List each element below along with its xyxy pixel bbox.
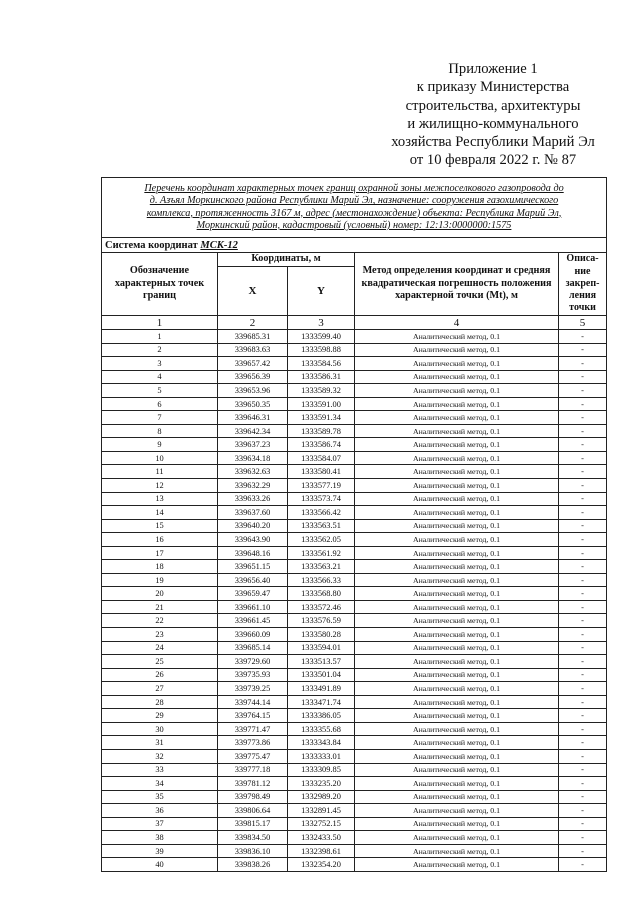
method-cell: Аналитический метод, 0.1 bbox=[355, 370, 559, 384]
description-cell: - bbox=[559, 709, 607, 723]
table-row bbox=[102, 438, 607, 452]
point-number-cell: 33 bbox=[102, 763, 218, 777]
point-number-cell: 7 bbox=[102, 411, 218, 425]
y-coordinate-cell: 1333566.42 bbox=[288, 506, 355, 520]
table-caption bbox=[102, 178, 607, 238]
x-coordinate-cell: 339739.25 bbox=[218, 682, 288, 696]
x-coordinate-cell: 339798.49 bbox=[218, 790, 288, 804]
table-row bbox=[102, 384, 607, 398]
y-coordinate-cell: 1333343.84 bbox=[288, 736, 355, 750]
coordinate-system-row bbox=[102, 238, 607, 253]
y-coordinate-cell: 1333594.01 bbox=[288, 641, 355, 655]
method-cell: Аналитический метод, 0.1 bbox=[355, 506, 559, 520]
table-row bbox=[102, 628, 607, 642]
x-coordinate-cell: 339685.14 bbox=[218, 641, 288, 655]
table-row bbox=[102, 736, 607, 750]
x-coordinate-cell: 339660.09 bbox=[218, 628, 288, 642]
table-row bbox=[102, 804, 607, 818]
caption-line: д. Азъял Моркинского района Республики Марий Эл, назначение: сооружения газохимического bbox=[149, 195, 559, 207]
method-cell: Аналитический метод, 0.1 bbox=[355, 736, 559, 750]
description-cell: - bbox=[559, 804, 607, 818]
table-row bbox=[102, 560, 607, 574]
header-point-name: Обозначение характерных точек границ bbox=[102, 253, 218, 316]
x-coordinate-cell: 339637.23 bbox=[218, 438, 288, 452]
x-coordinate-cell: 339657.42 bbox=[218, 357, 288, 371]
description-cell: - bbox=[559, 722, 607, 736]
table-row bbox=[102, 465, 607, 479]
y-coordinate-cell: 1333572.46 bbox=[288, 600, 355, 614]
description-cell: - bbox=[559, 736, 607, 750]
description-cell: - bbox=[559, 343, 607, 357]
point-number-cell: 5 bbox=[102, 384, 218, 398]
method-cell: Аналитический метод, 0.1 bbox=[355, 492, 559, 506]
y-coordinate-cell: 1333591.00 bbox=[288, 397, 355, 411]
table-row bbox=[102, 695, 607, 709]
table-row bbox=[102, 600, 607, 614]
y-coordinate-cell: 1332752.15 bbox=[288, 817, 355, 831]
y-coordinate-cell: 1333591.34 bbox=[288, 411, 355, 425]
x-coordinate-cell: 339683.63 bbox=[218, 343, 288, 357]
description-cell: - bbox=[559, 492, 607, 506]
caption-line: Моркинский район, кадастровый (условный) номер: 12:13:0000000:1575 bbox=[196, 219, 512, 231]
table-row bbox=[102, 451, 607, 465]
table-row bbox=[102, 844, 607, 858]
table-row bbox=[102, 668, 607, 682]
description-cell: - bbox=[559, 560, 607, 574]
table-row bbox=[102, 519, 607, 533]
description-cell: - bbox=[559, 546, 607, 560]
table-row bbox=[102, 831, 607, 845]
x-coordinate-cell: 339775.47 bbox=[218, 749, 288, 763]
y-coordinate-cell: 1333333.01 bbox=[288, 749, 355, 763]
table-row bbox=[102, 533, 607, 547]
description-cell: - bbox=[559, 479, 607, 493]
method-cell: Аналитический метод, 0.1 bbox=[355, 858, 559, 872]
description-cell: - bbox=[559, 424, 607, 438]
point-number-cell: 27 bbox=[102, 682, 218, 696]
description-cell: - bbox=[559, 411, 607, 425]
description-cell: - bbox=[559, 777, 607, 791]
method-cell: Аналитический метод, 0.1 bbox=[355, 790, 559, 804]
description-cell: - bbox=[559, 641, 607, 655]
x-coordinate-cell: 339656.40 bbox=[218, 573, 288, 587]
caption-line: Перечень координат характерных точек границ охранной зоны межпоселкового газопровода до bbox=[144, 182, 564, 194]
table-row bbox=[102, 790, 607, 804]
y-coordinate-cell: 1333568.80 bbox=[288, 587, 355, 601]
y-coordinate-cell: 1333586.31 bbox=[288, 370, 355, 384]
y-coordinate-cell: 1333584.56 bbox=[288, 357, 355, 371]
y-coordinate-cell: 1333355.68 bbox=[288, 722, 355, 736]
table-row bbox=[102, 330, 607, 344]
table-row bbox=[102, 655, 607, 669]
method-cell: Аналитический метод, 0.1 bbox=[355, 560, 559, 574]
description-cell: - bbox=[559, 817, 607, 831]
caption-line: комплекса, протяженность 3167 м, адрес (местонахождение) объекта: Республика Марий Эл, bbox=[146, 207, 562, 219]
point-number-cell: 2 bbox=[102, 343, 218, 357]
table-row bbox=[102, 614, 607, 628]
method-cell: Аналитический метод, 0.1 bbox=[355, 573, 559, 587]
point-number-cell: 15 bbox=[102, 519, 218, 533]
column-number: 2 bbox=[218, 316, 288, 330]
appendix-line: и жилищно-коммунального bbox=[407, 115, 579, 132]
y-coordinate-cell: 1333598.88 bbox=[288, 343, 355, 357]
x-coordinate-cell: 339653.96 bbox=[218, 384, 288, 398]
y-coordinate-cell: 1333501.04 bbox=[288, 668, 355, 682]
table-row bbox=[102, 709, 607, 723]
y-coordinate-cell: 1332989.20 bbox=[288, 790, 355, 804]
method-cell: Аналитический метод, 0.1 bbox=[355, 424, 559, 438]
table-row bbox=[102, 357, 607, 371]
y-coordinate-cell: 1333584.07 bbox=[288, 451, 355, 465]
y-coordinate-cell: 1333563.21 bbox=[288, 560, 355, 574]
point-number-cell: 16 bbox=[102, 533, 218, 547]
column-number: 3 bbox=[288, 316, 355, 330]
point-number-cell: 8 bbox=[102, 424, 218, 438]
y-coordinate-cell: 1333586.74 bbox=[288, 438, 355, 452]
x-coordinate-cell: 339650.35 bbox=[218, 397, 288, 411]
x-coordinate-cell: 339661.10 bbox=[218, 600, 288, 614]
method-cell: Аналитический метод, 0.1 bbox=[355, 614, 559, 628]
x-coordinate-cell: 339806.64 bbox=[218, 804, 288, 818]
method-cell: Аналитический метод, 0.1 bbox=[355, 628, 559, 642]
description-cell: - bbox=[559, 831, 607, 845]
point-number-cell: 13 bbox=[102, 492, 218, 506]
description-cell: - bbox=[559, 451, 607, 465]
point-number-cell: 19 bbox=[102, 573, 218, 587]
y-coordinate-cell: 1333235.20 bbox=[288, 777, 355, 791]
description-cell: - bbox=[559, 668, 607, 682]
table-row bbox=[102, 858, 607, 872]
y-coordinate-cell: 1333309.85 bbox=[288, 763, 355, 777]
y-coordinate-cell: 1333561.92 bbox=[288, 546, 355, 560]
y-coordinate-cell: 1332398.61 bbox=[288, 844, 355, 858]
column-number: 4 bbox=[355, 316, 559, 330]
x-coordinate-cell: 339637.60 bbox=[218, 506, 288, 520]
method-cell: Аналитический метод, 0.1 bbox=[355, 397, 559, 411]
point-number-cell: 14 bbox=[102, 506, 218, 520]
method-cell: Аналитический метод, 0.1 bbox=[355, 451, 559, 465]
description-cell: - bbox=[559, 763, 607, 777]
appendix-line: хозяйства Республики Марий Эл bbox=[391, 134, 595, 151]
description-cell: - bbox=[559, 628, 607, 642]
x-coordinate-cell: 339836.10 bbox=[218, 844, 288, 858]
point-number-cell: 35 bbox=[102, 790, 218, 804]
description-cell: - bbox=[559, 587, 607, 601]
method-cell: Аналитический метод, 0.1 bbox=[355, 519, 559, 533]
y-coordinate-cell: 1333386.05 bbox=[288, 709, 355, 723]
column-number: 1 bbox=[102, 316, 218, 330]
x-coordinate-cell: 339771.47 bbox=[218, 722, 288, 736]
description-cell: - bbox=[559, 749, 607, 763]
header-description: Описа-ние закреп-ления точки bbox=[559, 253, 607, 316]
table-row bbox=[102, 587, 607, 601]
x-coordinate-cell: 339729.60 bbox=[218, 655, 288, 669]
method-cell: Аналитический метод, 0.1 bbox=[355, 682, 559, 696]
description-cell: - bbox=[559, 655, 607, 669]
point-number-cell: 40 bbox=[102, 858, 218, 872]
x-coordinate-cell: 339648.16 bbox=[218, 546, 288, 560]
method-cell: Аналитический метод, 0.1 bbox=[355, 546, 559, 560]
description-cell: - bbox=[559, 614, 607, 628]
y-coordinate-cell: 1333580.28 bbox=[288, 628, 355, 642]
description-cell: - bbox=[559, 330, 607, 344]
x-coordinate-cell: 339661.45 bbox=[218, 614, 288, 628]
description-cell: - bbox=[559, 790, 607, 804]
table-row bbox=[102, 506, 607, 520]
column-number: 5 bbox=[559, 316, 607, 330]
point-number-cell: 39 bbox=[102, 844, 218, 858]
description-cell: - bbox=[559, 600, 607, 614]
x-coordinate-cell: 339744.14 bbox=[218, 695, 288, 709]
method-cell: Аналитический метод, 0.1 bbox=[355, 777, 559, 791]
x-coordinate-cell: 339735.93 bbox=[218, 668, 288, 682]
point-number-cell: 31 bbox=[102, 736, 218, 750]
x-coordinate-cell: 339838.26 bbox=[218, 858, 288, 872]
header-method: Метод определения координат и средняя квадратическая погрешность положения характерной точки (Mt), м bbox=[355, 253, 559, 316]
point-number-cell: 10 bbox=[102, 451, 218, 465]
method-cell: Аналитический метод, 0.1 bbox=[355, 844, 559, 858]
table-row bbox=[102, 411, 607, 425]
y-coordinate-cell: 1333573.74 bbox=[288, 492, 355, 506]
point-number-cell: 25 bbox=[102, 655, 218, 669]
point-number-cell: 26 bbox=[102, 668, 218, 682]
description-cell: - bbox=[559, 844, 607, 858]
x-coordinate-cell: 339834.50 bbox=[218, 831, 288, 845]
method-cell: Аналитический метод, 0.1 bbox=[355, 695, 559, 709]
method-cell: Аналитический метод, 0.1 bbox=[355, 709, 559, 723]
y-coordinate-cell: 1333562.05 bbox=[288, 533, 355, 547]
method-cell: Аналитический метод, 0.1 bbox=[355, 384, 559, 398]
description-cell: - bbox=[559, 370, 607, 384]
table-row bbox=[102, 641, 607, 655]
method-cell: Аналитический метод, 0.1 bbox=[355, 763, 559, 777]
point-number-cell: 20 bbox=[102, 587, 218, 601]
x-coordinate-cell: 339764.15 bbox=[218, 709, 288, 723]
description-cell: - bbox=[559, 858, 607, 872]
point-number-cell: 29 bbox=[102, 709, 218, 723]
method-cell: Аналитический метод, 0.1 bbox=[355, 655, 559, 669]
point-number-cell: 34 bbox=[102, 777, 218, 791]
y-coordinate-cell: 1333491.89 bbox=[288, 682, 355, 696]
method-cell: Аналитический метод, 0.1 bbox=[355, 343, 559, 357]
description-cell: - bbox=[559, 438, 607, 452]
y-coordinate-cell: 1333471.74 bbox=[288, 695, 355, 709]
point-number-cell: 22 bbox=[102, 614, 218, 628]
method-cell: Аналитический метод, 0.1 bbox=[355, 600, 559, 614]
x-coordinate-cell: 339773.86 bbox=[218, 736, 288, 750]
y-coordinate-cell: 1333599.40 bbox=[288, 330, 355, 344]
point-number-cell: 23 bbox=[102, 628, 218, 642]
method-cell: Аналитический метод, 0.1 bbox=[355, 357, 559, 371]
x-coordinate-cell: 339659.47 bbox=[218, 587, 288, 601]
y-coordinate-cell: 1332433.50 bbox=[288, 831, 355, 845]
y-coordinate-cell: 1333589.32 bbox=[288, 384, 355, 398]
method-cell: Аналитический метод, 0.1 bbox=[355, 749, 559, 763]
x-coordinate-cell: 339643.90 bbox=[218, 533, 288, 547]
point-number-cell: 3 bbox=[102, 357, 218, 371]
x-coordinate-cell: 339633.26 bbox=[218, 492, 288, 506]
appendix-header bbox=[368, 60, 618, 170]
y-coordinate-cell: 1333580.41 bbox=[288, 465, 355, 479]
table-row bbox=[102, 722, 607, 736]
method-cell: Аналитический метод, 0.1 bbox=[355, 722, 559, 736]
description-cell: - bbox=[559, 397, 607, 411]
point-number-cell: 1 bbox=[102, 330, 218, 344]
method-cell: Аналитический метод, 0.1 bbox=[355, 831, 559, 845]
table-row bbox=[102, 546, 607, 560]
method-cell: Аналитический метод, 0.1 bbox=[355, 587, 559, 601]
point-number-cell: 37 bbox=[102, 817, 218, 831]
point-number-cell: 11 bbox=[102, 465, 218, 479]
x-coordinate-cell: 339815.17 bbox=[218, 817, 288, 831]
header-y: Y bbox=[288, 267, 355, 316]
point-number-cell: 36 bbox=[102, 804, 218, 818]
y-coordinate-cell: 1333566.33 bbox=[288, 573, 355, 587]
appendix-line: к приказу Министерства bbox=[416, 79, 570, 96]
coordinates-table bbox=[101, 177, 607, 872]
method-cell: Аналитический метод, 0.1 bbox=[355, 479, 559, 493]
coordinate-system-label: Система координат bbox=[105, 239, 198, 251]
x-coordinate-cell: 339632.63 bbox=[218, 465, 288, 479]
x-coordinate-cell: 339777.18 bbox=[218, 763, 288, 777]
table-row bbox=[102, 573, 607, 587]
y-coordinate-cell: 1333563.51 bbox=[288, 519, 355, 533]
description-cell: - bbox=[559, 519, 607, 533]
point-number-cell: 28 bbox=[102, 695, 218, 709]
point-number-cell: 9 bbox=[102, 438, 218, 452]
y-coordinate-cell: 1333513.57 bbox=[288, 655, 355, 669]
description-cell: - bbox=[559, 384, 607, 398]
description-cell: - bbox=[559, 506, 607, 520]
x-coordinate-cell: 339656.39 bbox=[218, 370, 288, 384]
x-coordinate-cell: 339646.31 bbox=[218, 411, 288, 425]
description-cell: - bbox=[559, 682, 607, 696]
appendix-line: Приложение 1 bbox=[448, 61, 538, 77]
point-number-cell: 21 bbox=[102, 600, 218, 614]
y-coordinate-cell: 1333577.19 bbox=[288, 479, 355, 493]
y-coordinate-cell: 1332354.20 bbox=[288, 858, 355, 872]
method-cell: Аналитический метод, 0.1 bbox=[355, 641, 559, 655]
method-cell: Аналитический метод, 0.1 bbox=[355, 465, 559, 479]
point-number-cell: 17 bbox=[102, 546, 218, 560]
point-number-cell: 12 bbox=[102, 479, 218, 493]
description-cell: - bbox=[559, 357, 607, 371]
method-cell: Аналитический метод, 0.1 bbox=[355, 438, 559, 452]
method-cell: Аналитический метод, 0.1 bbox=[355, 804, 559, 818]
method-cell: Аналитический метод, 0.1 bbox=[355, 330, 559, 344]
coordinate-system-value: МСК-12 bbox=[200, 239, 238, 251]
point-number-cell: 32 bbox=[102, 749, 218, 763]
y-coordinate-cell: 1333589.78 bbox=[288, 424, 355, 438]
header-coordinates: Координаты, м bbox=[218, 253, 355, 267]
y-coordinate-cell: 1332891.45 bbox=[288, 804, 355, 818]
table-row bbox=[102, 370, 607, 384]
method-cell: Аналитический метод, 0.1 bbox=[355, 668, 559, 682]
table-row bbox=[102, 479, 607, 493]
method-cell: Аналитический метод, 0.1 bbox=[355, 817, 559, 831]
x-coordinate-cell: 339632.29 bbox=[218, 479, 288, 493]
table-row bbox=[102, 777, 607, 791]
point-number-cell: 4 bbox=[102, 370, 218, 384]
method-cell: Аналитический метод, 0.1 bbox=[355, 533, 559, 547]
point-number-cell: 6 bbox=[102, 397, 218, 411]
x-coordinate-cell: 339642.34 bbox=[218, 424, 288, 438]
x-coordinate-cell: 339685.31 bbox=[218, 330, 288, 344]
x-coordinate-cell: 339640.20 bbox=[218, 519, 288, 533]
x-coordinate-cell: 339651.15 bbox=[218, 560, 288, 574]
x-coordinate-cell: 339634.18 bbox=[218, 451, 288, 465]
description-cell: - bbox=[559, 465, 607, 479]
point-number-cell: 18 bbox=[102, 560, 218, 574]
y-coordinate-cell: 1333576.59 bbox=[288, 614, 355, 628]
point-number-cell: 38 bbox=[102, 831, 218, 845]
point-number-cell: 30 bbox=[102, 722, 218, 736]
description-cell: - bbox=[559, 695, 607, 709]
appendix-line: строительства, архитектуры bbox=[405, 97, 581, 114]
table-row bbox=[102, 343, 607, 357]
table-row bbox=[102, 682, 607, 696]
method-cell: Аналитический метод, 0.1 bbox=[355, 411, 559, 425]
appendix-line: от 10 февраля 2022 г. № 87 bbox=[409, 152, 577, 169]
header-x: X bbox=[218, 267, 288, 316]
table-row bbox=[102, 492, 607, 506]
table-row bbox=[102, 817, 607, 831]
x-coordinate-cell: 339781.12 bbox=[218, 777, 288, 791]
table-row bbox=[102, 424, 607, 438]
description-cell: - bbox=[559, 573, 607, 587]
table-row bbox=[102, 749, 607, 763]
table-row bbox=[102, 397, 607, 411]
point-number-cell: 24 bbox=[102, 641, 218, 655]
table-row bbox=[102, 763, 607, 777]
description-cell: - bbox=[559, 533, 607, 547]
